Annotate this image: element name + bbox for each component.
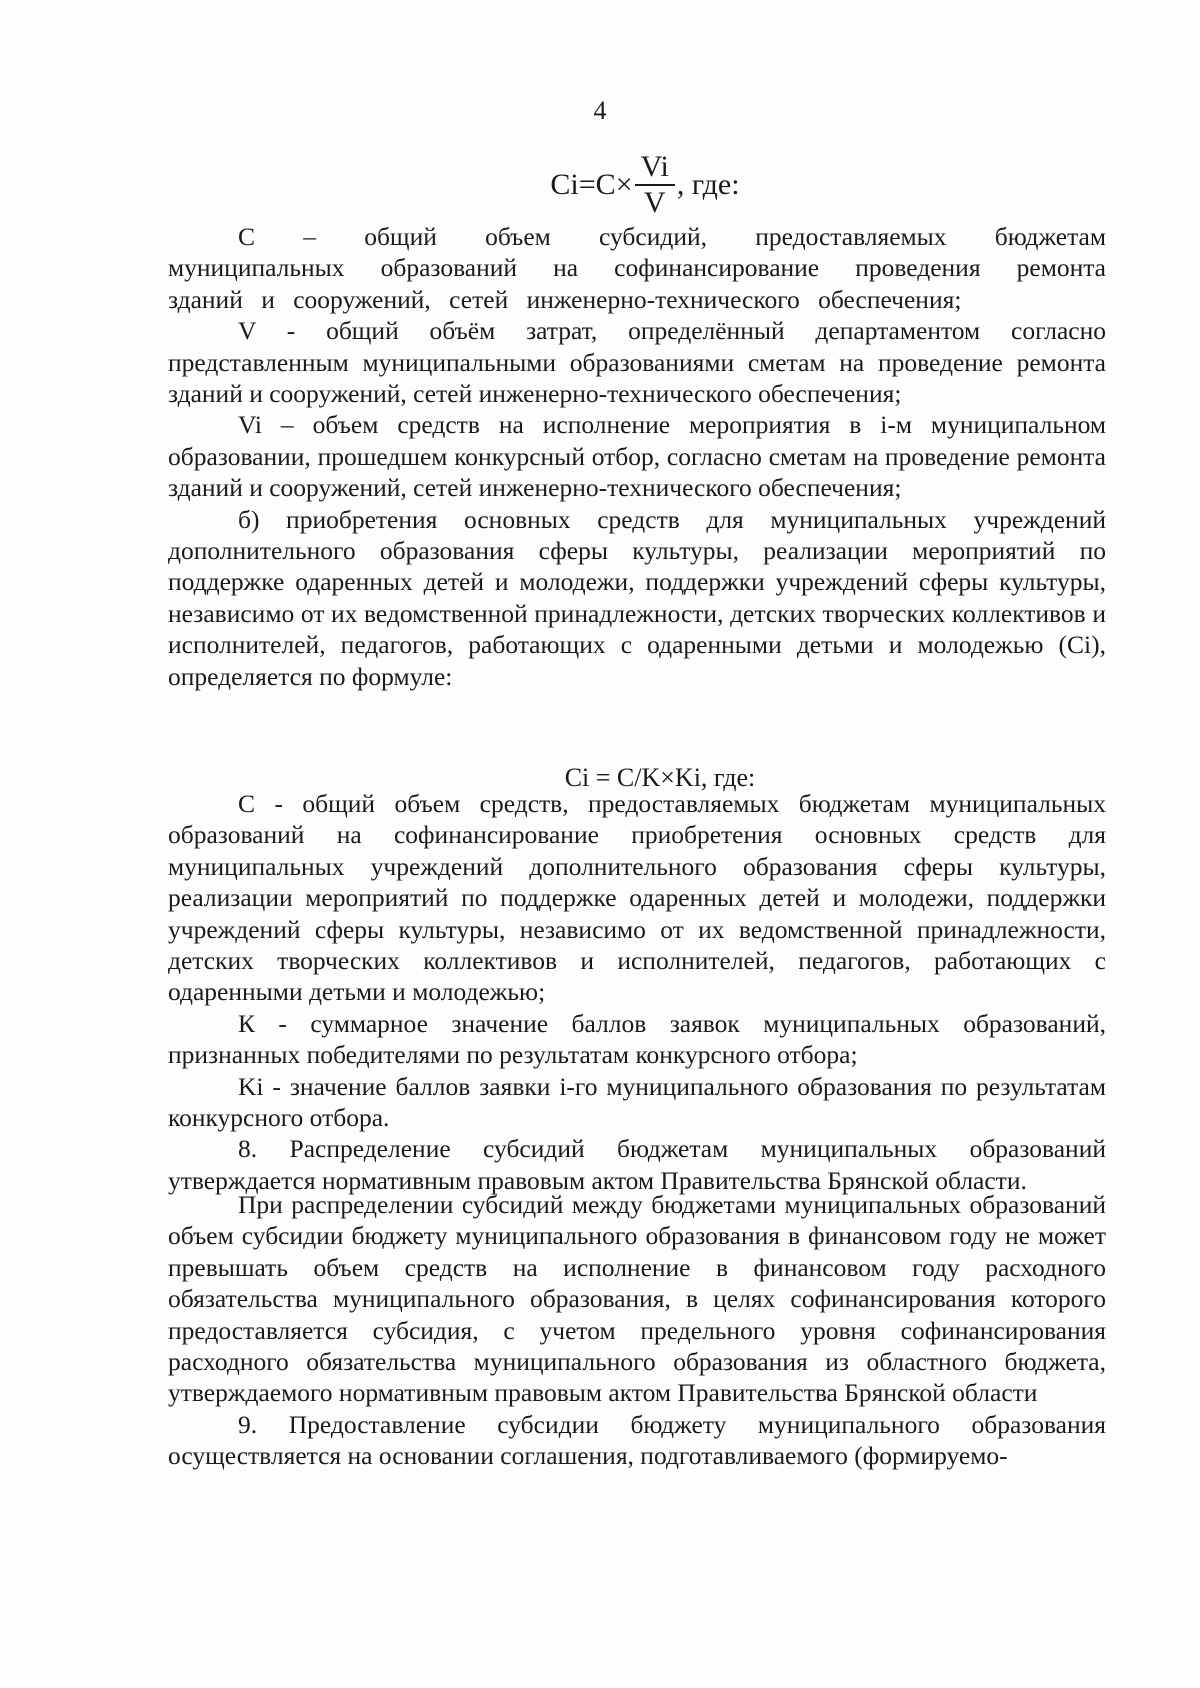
paragraph: Ki - значение баллов заявки i-го муниципального образования по результатам конкурсного отбора. — [168, 1071, 1106, 1133]
formula-fraction — [635, 150, 675, 220]
formula-subsidy-repair — [0, 150, 1200, 220]
distribution-block — [168, 1189, 1106, 1472]
paragraph: С - общий объем средств, предоставляемых бюджетам муниципальных образований на софинансирование приобретения основных средств для муниципальных учреждений дополнительного образования сферы культуры, реализации мероприятий по поддержке одаренных детей и молодежи, поддержки учреждений сферы культуры, независимо от их ведомственной принадлежности, детских творческих коллективов и исполнителей, педагогов, работающих с одаренными детьми и молодежью; — [168, 789, 1106, 1007]
paragraph: 9. Предоставление субсидии бюджету муниципального образования осуществляется на основании соглашения, подготавливаемого (формируемо- — [168, 1409, 1106, 1471]
formula-text: Ci = C/K×Ki, где: — [564, 763, 756, 792]
paragraph: 8. Распределение субсидий бюджетам муниципальных образований утверждается нормативным правовым актом Правительства Брянской области. — [168, 1134, 1106, 1195]
definitions-block-2 — [168, 788, 1106, 1196]
paragraph: б) приобретения основных средств для муниципальных учреждений дополнительного образования сферы культуры, реализации мероприятий по поддержке одаренных детей и молодежи, поддержки учреждений сферы культуры, независимо от их ведомственной принадлежности, детских творческих коллективов и исполнителей, педагогов, работающих с одаренными детьми и молодежью (Ci), определяется по формуле: — [168, 504, 1106, 691]
paragraph: К - суммарное значение баллов заявок муниципальных образований, признанных победителями по результатам конкурсного отбора; — [168, 1008, 1106, 1070]
fraction-denominator: V — [643, 186, 666, 219]
paragraph: C – общий объем субсидий, предоставляемых бюджетам муниципальных образований на софинансирование проведения ремонта зданий и сооружений, сетей инженерно-технического обеспечения; — [168, 222, 1106, 314]
formula-lhs: Ci=C× — [550, 168, 633, 201]
paragraph: Vi – объем средств на исполнение мероприятия в i-м муниципальном образовании, прошедшем конкурсный отбор, согласно сметам на проведение ремонта зданий и сооружений, сетей инженерно-технического обеспечения; — [168, 410, 1106, 503]
page-number: 4 — [593, 96, 607, 125]
paragraph: При распределении субсидий между бюджетами муниципальных образований объем субсидии бюджету муниципального образования в финансовом году не может превышать объем средств на исполнение в финансовом году расходного обязательства муниципального образования, в целях софинансирования которого предоставляется субсидия, с учетом предельного уровня софинансирования расходного обязательства муниципального образования из областного бюджета, утверждаемого нормативным правовым актом Правительства Брянской области — [168, 1190, 1106, 1408]
formula-tail: , где: — [676, 168, 740, 201]
fraction-numerator: Vi — [640, 150, 669, 183]
paragraph: V - общий объём затрат, определённый департаментом согласно представленным муниципальными образованиями сметам на проведение ремонта зданий и сооружений, сетей инженерно-технического обеспечения; — [168, 316, 1106, 409]
definitions-block-1 — [168, 221, 1106, 692]
